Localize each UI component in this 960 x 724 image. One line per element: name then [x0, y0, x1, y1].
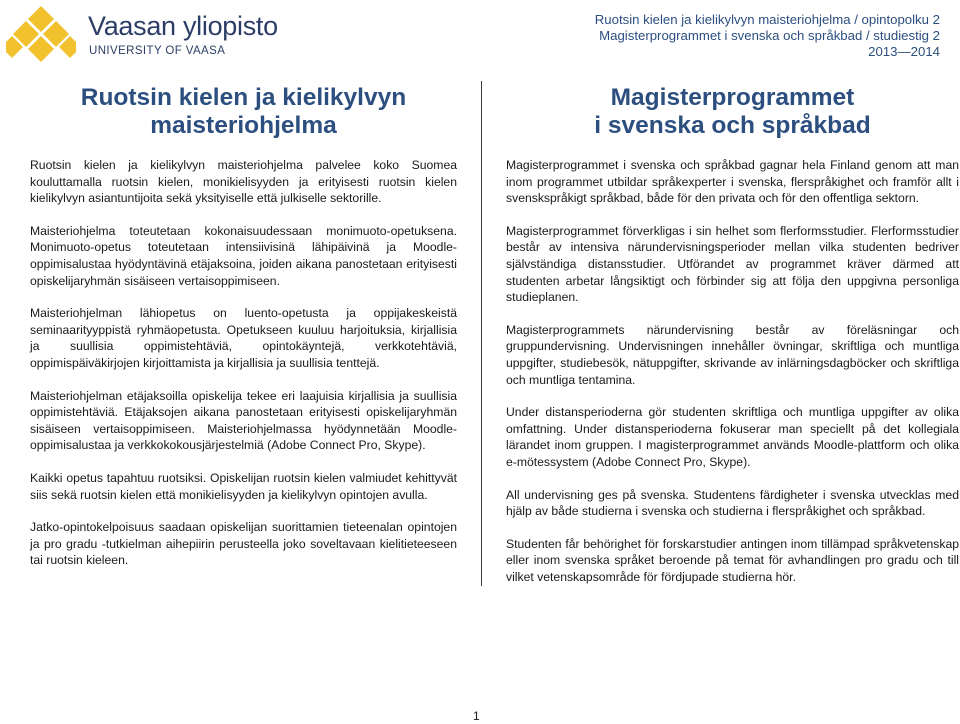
header-academic-year: 2013—2014	[868, 44, 940, 59]
swedish-paragraph: Under distansperioderna gör studenten skriftliga och muntliga uppgifter av olika omfattning. Under distansperioderna fokuserar man speciellt på det kollegiala lärandet inom gruppen. I magisterprogrammet används Moodle-plattform och olika e-mötessystem (Adobe Connect Pro, Skype).	[506, 405, 959, 469]
university-logo	[0, 0, 290, 72]
finnish-paragraph: Kaikki opetus tapahtuu ruotsiksi. Opiskelijan ruotsin kielen valmiudet kehittyvät siis sekä ruotsin kielen että monikielisyyden ja kielikylvyn opintojen avulla.	[30, 470, 457, 502]
finnish-paragraph: Jatko-opintokelpoisuus saadaan opiskelijan suorittamien tieteenalan opintojen ja pro gradu -tutkielman aihepiirin perusteella joko soveltavaan kielitieteeseen tai ruotsin kieleen.	[30, 520, 457, 568]
swedish-column	[506, 84, 959, 601]
header-program-info	[595, 12, 940, 60]
finnish-title	[30, 84, 457, 140]
finnish-paragraph: Maisteriohjelma toteutetaan kokonaisuudessaan monimuoto-opetuksena. Monimuoto-opetus toteutetaan intensiivisinä lähipäivinä ja Moodle-oppimisalustaa hyödyntävinä etäjaksoina, joiden aikana panostetaan erityisesti opiskelijaryhmän sisäiseen vertaisoppimiseen.	[30, 223, 457, 288]
swedish-paragraph: All undervisning ges på svenska. Studentens färdigheter i svenska utvecklas med hjälp av både studierna i svenska och studierna i flerspråkighet och språkbad.	[506, 487, 959, 519]
swedish-title	[506, 84, 959, 140]
header-line-finnish: Ruotsin kielen ja kielikylvyn maisteriohjelma / opintopolku 2	[594, 12, 940, 27]
page-number: 1	[473, 709, 480, 723]
swedish-paragraph: Magisterprogrammet i svenska och språkbad gagnar hela Finland genom att man inom programmet utbildar språkexperter i svenska, flerspråkighet och framför allt i svenskspråkigt språkbad, både för den privata och för den offentliga sektorn.	[506, 158, 959, 206]
swedish-paragraph: Magisterprogrammet förverkligas i sin helhet som flerformsstudier. Flerformsstudier består av intensiva närundervisningsperioder mellan vilka studenten bedriver självständiga distansstudier. Utförandet av programmet kräver därmed att studenten arbetar långsiktigt och förbinder sig att följa den uppgivna personliga studieplanen.	[506, 223, 959, 305]
header-line-swedish: Magisterprogrammet i svenska och språkbad / studiestig 2	[599, 28, 940, 43]
finnish-title-line1: Ruotsin kielen ja kielikylvyn	[80, 84, 407, 111]
swedish-paragraph: Studenten får behörighet för forskarstudier antingen inom tillämpad språkvetenskap eller inom svenska språket beroende på temat för avhandlingen pro gradu och till vilket vetenskapsområde för fördjupade studierna hör.	[506, 536, 959, 584]
swedish-title-line1: Magisterprogrammet	[610, 84, 855, 111]
university-name-english: UNIVERSITY OF VAASA	[89, 45, 226, 57]
finnish-paragraph: Maisteriohjelman lähiopetus on luento-opetusta ja oppijakeskeistä seminaarityyppistä ryhmäopetusta. Opetukseen kuuluu harjoituksia, kirjallisia ja suullisia oppimistehtäviä, opintokäyntejä, verkkotehtäviä, oppimispäiväkirjojen kirjoittamista ja kirjallisia ja suullisia tenttejä.	[30, 306, 457, 370]
column-divider	[481, 81, 482, 586]
university-name-finnish: Vaasan yliopisto	[88, 11, 278, 41]
finnish-paragraph: Ruotsin kielen ja kielikylvyn maisteriohjelma palvelee koko Suomea kouluttamalla ruotsin kielen, monikielisyyden ja erityisesti ruotsin kielen kielikylvyn asiantuntijoita sekä yksityiselle että julkiselle sektorille.	[30, 158, 457, 206]
finnish-paragraph: Maisteriohjelman etäjaksoilla opiskelija tekee eri laajuisia kirjallisia ja suullisia oppimistehtäviä. Etäjaksojen aikana panostetaan erityisesti opiskelijaryhmän sisäiseen vertaisoppimiseen. Maisteriohjelmassa hyödynnetään Moodle-oppimisalustaa ja verkkokokousjärjestelmiä (Adobe Connect Pro, Skype).	[30, 388, 457, 453]
finnish-column	[30, 84, 457, 585]
logo-diamond-icon	[6, 6, 76, 68]
swedish-title-line2: i svenska och språkbad	[594, 112, 871, 139]
swedish-paragraph: Magisterprogrammets närundervisning består av föreläsningar och gruppundervisning. Undervisningen innehåller övningar, skriftliga och muntliga uppgifter, studiebesök, nätuppgifter, skrivande av inlärningsdagböcker och skriftliga och muntliga tentamina.	[506, 322, 959, 387]
finnish-title-line2: maisteriohjelma	[150, 112, 337, 139]
